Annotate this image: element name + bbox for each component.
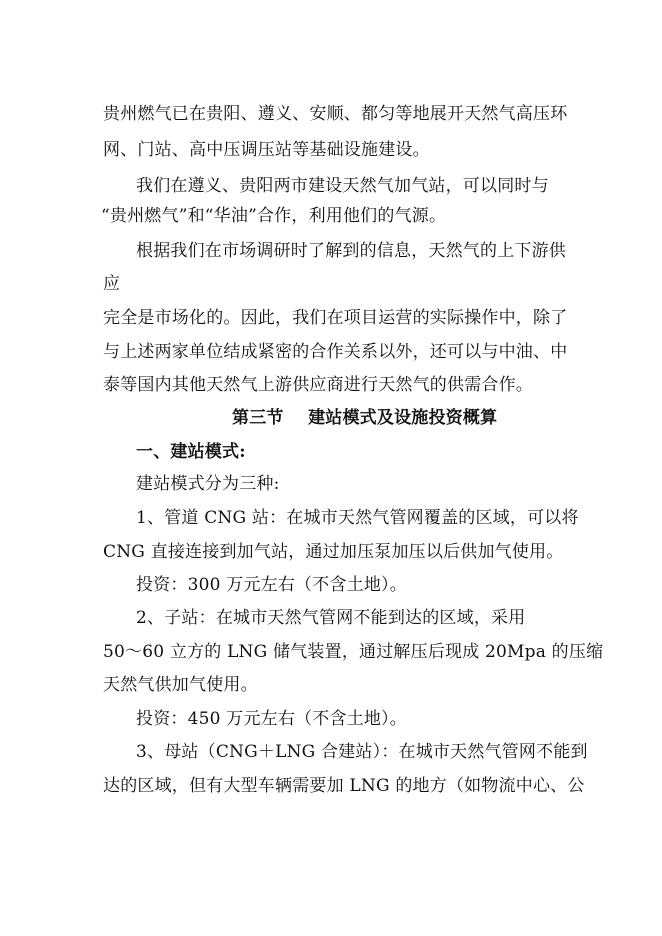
paragraph-line: 投资：450 万元左右（不含土地）。 xyxy=(136,709,407,729)
paragraph-line: 50～60 立方的 LNG 储气装置，通过解压后现成 20Mpa 的压缩 xyxy=(103,642,604,662)
paragraph-line: 建站模式分为三种: xyxy=(136,474,280,494)
paragraph-line: 根据我们在市场调研时了解到的信息，天然气的上下游供 xyxy=(136,241,566,261)
paragraph-line: 3、母站（CNG＋LNG 合建站）：在城市天然气管网不能到 xyxy=(136,742,588,762)
paragraph-line: 完全是市场化的。因此，我们在项目运营的实际操作中，除了 xyxy=(103,308,568,328)
paragraph-line: CNG 直接连接到加气站，通过加压泵加压以后供加气使用。 xyxy=(103,542,564,562)
paragraph-line: 网、门站、高中压调压站等基础设施建设。 xyxy=(103,140,430,160)
paragraph-line: 贵州燃气已在贵阳、遵义、安顺、都匀等地展开天然气高压环 xyxy=(103,104,568,124)
paragraph-line: 与上述两家单位结成紧密的合作关系以外，还可以与中油、中 xyxy=(103,342,568,362)
paragraph-line: 我们在遵义、贵阳两市建设天然气加气站，可以同时与 xyxy=(136,176,549,196)
paragraph-line: 应 xyxy=(103,274,121,294)
paragraph-line: 天然气供加气使用。 xyxy=(103,675,258,695)
section-heading: 第三节 建站模式及设施投资概算 xyxy=(232,408,498,428)
paragraph-line: 泰等国内其他天然气上游供应商进行天然气的供需合作。 xyxy=(103,375,533,395)
paragraph-line: 达的区域，但有大型车辆需要加 LNG 的地方（如物流中心、公 xyxy=(103,776,585,796)
paragraph-line: 投资：300 万元左右（不含土地）。 xyxy=(136,575,407,595)
paragraph-line: “贵州燃气”和“华油”合作，利用他们的气源。 xyxy=(101,206,447,226)
paragraph-line: 2、子站：在城市天然气管网不能到达的区域，采用 xyxy=(136,608,526,628)
paragraph-line: 1、管道 CNG 站：在城市天然气管网覆盖的区域，可以将 xyxy=(136,508,579,528)
subsection-heading: 一、建站模式: xyxy=(136,442,246,462)
